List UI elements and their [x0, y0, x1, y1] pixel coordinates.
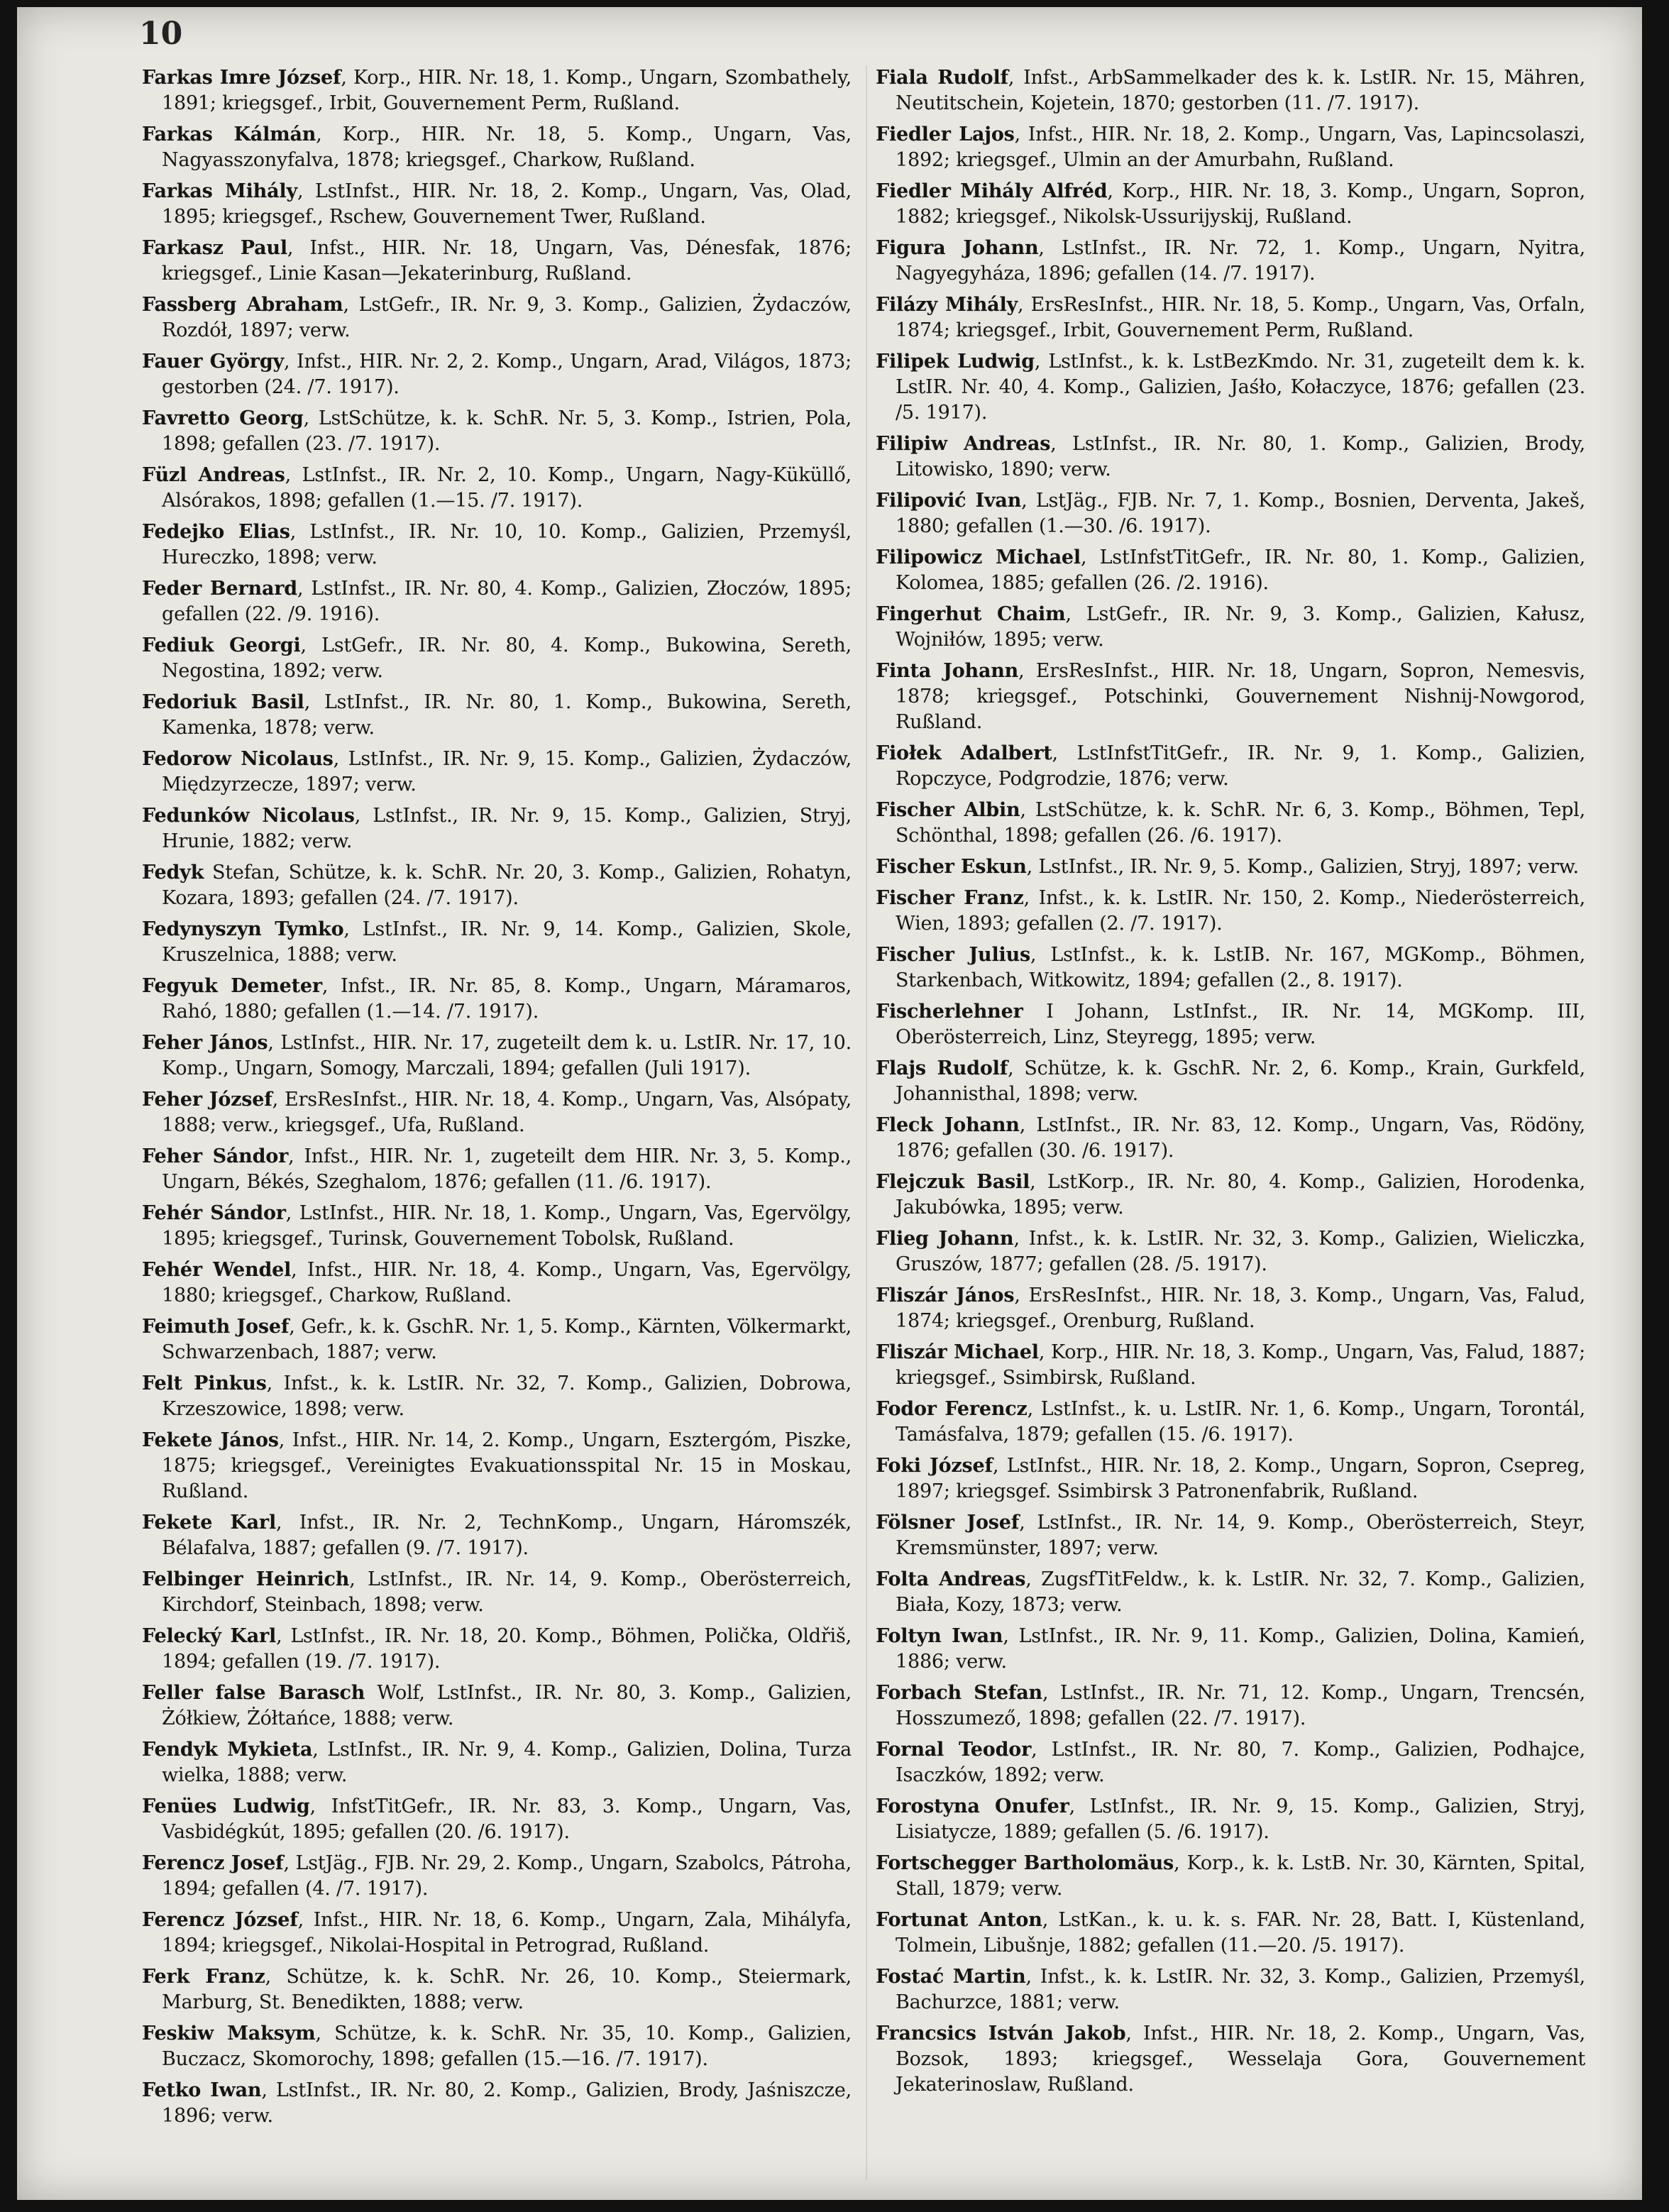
entry-details: , Infst., k. k. LstIR. Nr. 32, 3. Komp., Galizien, Wieliczka, Gruszów, 1877; gefallen (28. /5. 1917).	[896, 1228, 1585, 1275]
entry-name: Fleck Johann	[876, 1114, 1020, 1136]
register-entry	[142, 917, 852, 968]
entry-name: Fischer Franz	[876, 887, 1024, 909]
entry-details: , LstJäg., FJB. Nr. 7, 1. Komp., Bosnien, Derventa, Jakeš, 1880; gefallen (1.—30. /6. 1917).	[896, 490, 1585, 537]
register-entry	[876, 1453, 1585, 1504]
entry-details: , ZugsfTitFeldw., k. k. LstIR. Nr. 32, 7. Komp., Galizien, Biała, Kozy, 1873; verw.	[896, 1568, 1586, 1616]
register-entry	[142, 1258, 852, 1309]
entry-details: , Infst., HIR. Nr. 18, Ungarn, Vas, Dénesfak, 1876; kriegsgef., Linie Kasan—Jekaterinburg, Rußland.	[162, 237, 852, 285]
entry-details: Stefan, Schütze, k. k. SchR. Nr. 20, 3. Komp., Galizien, Rohatyn, Kozara, 1893; gefallen (24. /7. 1917).	[162, 862, 852, 909]
register-entry	[142, 1851, 852, 1902]
entry-name: Flieg Johann	[876, 1228, 1014, 1250]
entry-name: Ferk Franz	[142, 1966, 265, 1988]
register-entry	[142, 406, 852, 457]
register-entry	[142, 974, 852, 1025]
entry-name: Fostać Martin	[876, 1966, 1026, 1988]
register-entry	[876, 236, 1585, 287]
entry-details: , Infst., HIR. Nr. 1, zugeteilt dem HIR. Nr. 3, 5. Komp., Ungarn, Békés, Szeghalom, 1876; gefallen (11. /6. 1917).	[162, 1145, 852, 1193]
register-entry	[142, 1624, 852, 1675]
register-entry	[142, 1201, 852, 1252]
entry-details: , Infst., HIR. Nr. 18, 6. Komp., Ungarn, Zala, Mihályfa, 1894; kriegsgef., Nikolai-Hospital in Petrograd, Rußland.	[162, 1909, 852, 1957]
register-entry	[876, 179, 1585, 230]
register-entry	[876, 1340, 1585, 1391]
register-entry	[876, 1283, 1585, 1334]
entry-name: Fiołek Adalbert	[876, 742, 1052, 764]
entry-name: Fekete János	[142, 1429, 279, 1451]
entry-name: Fornal Teodor	[876, 1739, 1032, 1761]
entry-details: , Infst., IR. Nr. 85, 8. Komp., Ungarn, Máramaros, Rahó, 1880; gefallen (1.—14. /7. 1917).	[162, 975, 852, 1023]
entry-details: , Infst., HIR. Nr. 18, 2. Komp., Ungarn, Vas, Lapincsolaszi, 1892; kriegsgef., Ulmin an der Amurbahn, Rußland.	[896, 123, 1586, 171]
entry-details: , LstInfst., IR. Nr. 9, 4. Komp., Galizien, Dolina, Turza wielka, 1888; verw.	[162, 1739, 852, 1786]
entry-name: Foltyn Iwan	[876, 1625, 1003, 1647]
entry-details: , Infst., IR. Nr. 2, TechnKomp., Ungarn, Háromszék, Bélafalva, 1887; gefallen (9. /7. 1917).	[162, 1512, 852, 1559]
entry-details: , LstInfst., IR. Nr. 9, 15. Komp., Galizien, Żydaczów, Międzyrzecze, 1897; verw.	[162, 748, 852, 796]
register-entry	[876, 798, 1585, 849]
entry-name: Fauer György	[142, 351, 284, 373]
entry-details: , Infst., HIR. Nr. 2, 2. Komp., Ungarn, Arad, Világos, 1873; gestorben (24. /7. 1917).	[162, 351, 852, 398]
entry-name: Folta Andreas	[876, 1568, 1026, 1590]
entry-details: , LstInfst., IR. Nr. 80, 4. Komp., Galizien, Złoczów, 1895; gefallen (22. /9. 1916).	[162, 578, 852, 625]
register-entry	[142, 1908, 852, 1959]
register-entry	[142, 1510, 852, 1561]
entry-name: Fischer Albin	[876, 799, 1020, 821]
entry-details: , LstInfst., k. k. LstBezKmdo. Nr. 31, zugeteilt dem k. k. LstIR. Nr. 40, 4. Komp., Galizien, Jaśło, Kołaczyce, 1876; gefallen (23. /5. 1917).	[896, 351, 1585, 424]
register-entry	[142, 1087, 852, 1138]
entry-name: Fedorow Nicolaus	[142, 748, 334, 770]
entry-name: Fegyuk Demeter	[142, 975, 322, 997]
entry-name: Feskiw Maksym	[142, 2023, 316, 2045]
entry-details: , Korp., HIR. Nr. 18, 1. Komp., Ungarn, Szombathely, 1891; kriegsgef., Irbit, Gouvernement Perm, Rußland.	[162, 67, 852, 114]
register-entry	[142, 576, 852, 627]
entry-details: , ErsResInfst., HIR. Nr. 18, 5. Komp., Ungarn, Vas, Orfaln, 1874; kriegsgef., Irbit, Gouvernement Perm, Rußland.	[896, 294, 1585, 341]
entry-details: , LstInfst., HIR. Nr. 17, zugeteilt dem k. u. LstIR. Nr. 17, 10. Komp., Ungarn, Somogy, Marczali, 1894; gefallen (Juli 1917).	[162, 1032, 852, 1079]
entry-name: Fiedler Mihály Alfréd	[876, 180, 1108, 202]
entry-details: , LstInfst., k. k. LstIB. Nr. 167, MGKomp., Böhmen, Starkenbach, Witkowitz, 1894; gefallen (2., 8. 1917).	[896, 944, 1585, 991]
entry-name: Feimuth Josef	[142, 1316, 290, 1338]
register-entry	[876, 854, 1585, 880]
entry-details: , LstGefr., IR. Nr. 9, 3. Komp., Galizien, Żydaczów, Rozdół, 1897; verw.	[162, 294, 852, 341]
register-entry	[876, 1510, 1585, 1561]
register-entry	[142, 519, 852, 571]
register-entry	[142, 1794, 852, 1845]
entry-name: Fenües Ludwig	[142, 1795, 310, 1817]
register-entry	[876, 659, 1585, 735]
entry-details: Wolf, LstInfst., IR. Nr. 80, 3. Komp., Galizien, Żółkiew, Żółtańce, 1888; verw.	[162, 1682, 852, 1729]
entry-details: , LstInfst., HIR. Nr. 18, 2. Komp., Ungarn, Sopron, Csepreg, 1897; kriegsgef. Ssimbirsk 3 Patronenfabrik, Rußland.	[896, 1455, 1585, 1502]
entry-name: Fliszár János	[876, 1284, 1015, 1306]
entry-details: , LstInfst., IR. Nr. 9, 15. Komp., Galizien, Stryj, Lisiatycze, 1889; gefallen (5. /6. 1917).	[896, 1795, 1586, 1843]
register-entry	[876, 65, 1585, 116]
entry-details: , Korp., k. k. LstB. Nr. 30, Kärnten, Spital, Stall, 1879; verw.	[896, 1852, 1585, 1900]
register-entry	[876, 1624, 1585, 1675]
entry-name: Filipowicz Michael	[876, 546, 1081, 568]
register-entry	[142, 1567, 852, 1618]
register-entry	[876, 602, 1585, 653]
register-entry	[142, 1144, 852, 1195]
register-entry	[876, 122, 1585, 173]
entry-details: , LstInfst., HIR. Nr. 18, 2. Komp., Ungarn, Vas, Olad, 1895; kriegsgef., Rschew, Gouvernement Twer, Rußland.	[162, 180, 852, 228]
entry-name: Fedunków Nicolaus	[142, 805, 355, 827]
entry-details: , Infst., k. k. LstIR. Nr. 150, 2. Komp., Niederösterreich, Wien, 1893; gefallen (2. /7. 1917).	[896, 887, 1585, 935]
entry-details: , LstInfst., IR. Nr. 71, 12. Komp., Ungarn, Trencsén, Hosszumező, 1898; gefallen (22. /7. 1917).	[896, 1682, 1585, 1729]
entry-name: Fedyk	[142, 862, 204, 884]
register-entry	[142, 1964, 852, 2015]
entry-details: , LstKan., k. u. k. s. FAR. Nr. 28, Batt. I, Küstenland, Tolmein, Libušnje, 1882; gefallen (11.—20. /5. 1917).	[896, 1909, 1585, 1957]
entry-name: Fehér Wendel	[142, 1259, 292, 1281]
entry-name: Fassberg Abraham	[142, 294, 343, 316]
entry-name: Fischerlehner	[876, 1001, 1023, 1023]
entry-details: , LstGefr., IR. Nr. 80, 4. Komp., Bukowina, Sereth, Negostina, 1892; verw.	[162, 634, 852, 682]
entry-name: Ferencz József	[142, 1909, 298, 1931]
entry-name: Filipović Ivan	[876, 490, 1022, 512]
register-entry	[876, 886, 1585, 937]
entry-details: , LstInfst., k. u. LstIR. Nr. 1, 6. Komp., Ungarn, Torontál, Tamásfalva, 1879; gefallen (15. /6. 1917).	[896, 1398, 1585, 1446]
entry-name: Farkas Imre József	[142, 67, 341, 89]
entry-name: Fischer Julius	[876, 944, 1031, 966]
entry-details: , LstInfst., IR. Nr. 80, 7. Komp., Galizien, Podhajce, Isaczków, 1892; verw.	[896, 1739, 1586, 1786]
register-entry	[876, 1397, 1585, 1448]
left-column	[142, 65, 852, 2135]
entry-name: Fölsner Josef	[876, 1512, 1020, 1534]
entry-name: Feher János	[142, 1032, 268, 1054]
entry-details: , LstInfst., IR. Nr. 80, 2. Komp., Galizien, Brody, Jaśniszcze, 1896; verw.	[162, 2079, 852, 2127]
entry-name: Felecký Karl	[142, 1625, 277, 1647]
entry-details: , LstInfst., IR. Nr. 14, 9. Komp., Oberösterreich, Kirchdorf, Steinbach, 1898; verw.	[162, 1568, 852, 1616]
entry-name: Finta Johann	[876, 660, 1019, 682]
register-entry	[142, 1314, 852, 1365]
entry-details: , LstInfst., IR. Nr. 10, 10. Komp., Galizien, Przemyśl, Hureczko, 1898; verw.	[162, 521, 852, 568]
entry-details: , LstInfst., IR. Nr. 9, 11. Komp., Galizien, Dolina, Kamień, 1886; verw.	[896, 1625, 1585, 1673]
entry-name: Figura Johann	[876, 237, 1039, 259]
register-entry	[142, 633, 852, 684]
register-entry	[876, 488, 1585, 539]
register-entry	[142, 236, 852, 287]
entry-name: Fediuk Georgi	[142, 634, 301, 656]
entry-details: , LstInfstTitGefr., IR. Nr. 9, 1. Komp., Galizien, Ropczyce, Podgrodzie, 1876; verw.	[896, 742, 1585, 790]
right-column	[876, 65, 1585, 2103]
register-entry	[876, 1737, 1585, 1788]
entry-details: , LstJäg., FJB. Nr. 29, 2. Komp., Ungarn, Szabolcs, Pátroha, 1894; gefallen (4. /7. 1917).	[162, 1852, 852, 1900]
entry-details: , LstInfstTitGefr., IR. Nr. 80, 1. Komp., Galizien, Kolomea, 1885; gefallen (26. /2. 1916).	[896, 546, 1586, 594]
register-entry	[876, 1964, 1585, 2015]
entry-details: , LstInfst., IR. Nr. 9, 14. Komp., Galizien, Skole, Kruszelnica, 1888; verw.	[162, 918, 852, 966]
register-entry	[876, 999, 1585, 1050]
entry-name: Flejczuk Basil	[876, 1171, 1030, 1193]
entry-name: Fekete Karl	[142, 1512, 277, 1534]
entry-details: , LstInfst., IR. Nr. 83, 12. Komp., Ungarn, Vas, Rödöny, 1876; gefallen (30. /6. 1917).	[896, 1114, 1585, 1162]
entry-details: , Infst., HIR. Nr. 14, 2. Komp., Ungarn, Esztergóm, Piszke, 1875; kriegsgef., Vereinigtes Evakuationsspital Nr. 15 in Moskau, Rußland.	[162, 1429, 852, 1502]
entry-name: Feher Sándor	[142, 1145, 289, 1167]
entry-details: , LstInfst., IR. Nr. 18, 20. Komp., Böhmen, Polička, Oldřiš, 1894; gefallen (19. /7. 1917).	[162, 1625, 852, 1673]
column-divider	[866, 65, 867, 2180]
register-entry	[876, 1113, 1585, 1164]
entry-name: Fedoriuk Basil	[142, 691, 304, 713]
entry-details: , Schütze, k. k. SchR. Nr. 26, 10. Komp., Steiermark, Marburg, St. Benedikten, 1888; verw.	[162, 1966, 852, 2013]
register-entry	[876, 1170, 1585, 1221]
entry-details: , LstInfst., IR. Nr. 9, 5. Komp., Galizien, Stryj, 1897; verw.	[1026, 856, 1579, 878]
entry-name: Fortschegger Bartholomäus	[876, 1852, 1174, 1874]
entry-details: , Gefr., k. k. GschR. Nr. 1, 5. Komp., Kärnten, Völkermarkt, Schwarzenbach, 1887; verw.	[162, 1316, 852, 1363]
entry-name: Feller false Barasch	[142, 1682, 365, 1704]
entry-name: Fedejko Elias	[142, 521, 290, 543]
entry-details: , LstInfst., IR. Nr. 80, 1. Komp., Bukowina, Sereth, Kamenka, 1878; verw.	[162, 691, 852, 739]
register-entry	[876, 1056, 1585, 1107]
entry-details: , Infst., k. k. LstIR. Nr. 32, 3. Komp., Galizien, Przemyśl, Bachurzce, 1881; verw.	[896, 1966, 1586, 2013]
register-entry	[876, 1908, 1585, 1959]
entry-name: Farkas Kálmán	[142, 123, 316, 145]
entry-name: Foki József	[876, 1455, 993, 1477]
entry-name: Felbinger Heinrich	[142, 1568, 350, 1590]
entry-name: Ferencz Josef	[142, 1852, 284, 1874]
entry-details: , Infst., HIR. Nr. 18, 4. Komp., Ungarn, Vas, Egervölgy, 1880; kriegsgef., Charkow, Rußland.	[162, 1259, 852, 1306]
entry-name: Füzl Andreas	[142, 464, 285, 486]
entry-name: Fiedler Lajos	[876, 123, 1015, 145]
register-entry	[142, 747, 852, 798]
entry-name: Fischer Eskun	[876, 856, 1027, 878]
entry-name: Fedynyszyn Tymko	[142, 918, 344, 940]
register-entry	[876, 349, 1585, 426]
entry-details: , Korp., HIR. Nr. 18, 5. Komp., Ungarn, Vas, Nagyasszonyfalva, 1878; kriegsgef., Charkow, Rußland.	[162, 123, 852, 171]
entry-details: , Infst., HIR. Nr. 18, 2. Komp., Ungarn, Vas, Bozsok, 1893; kriegsgef., Wesselaja Gora, Gouvernement Jekaterinoslaw, Rußland.	[896, 2023, 1585, 2096]
register-entry	[142, 1371, 852, 1422]
register-entry	[876, 2021, 1585, 2098]
register-entry	[876, 1567, 1585, 1618]
register-entry	[142, 65, 852, 116]
register-entry	[876, 1851, 1585, 1902]
register-entry	[876, 431, 1585, 483]
entry-name: Fendyk Mykieta	[142, 1739, 313, 1761]
entry-name: Felt Pinkus	[142, 1372, 267, 1394]
entry-name: Fetko Iwan	[142, 2079, 262, 2101]
register-entry	[142, 1737, 852, 1788]
register-entry	[876, 942, 1585, 994]
entry-details: , Korp., HIR. Nr. 18, 3. Komp., Ungarn, Vas, Falud, 1887; kriegsgef., Ssimbirsk, Rußland.	[896, 1341, 1585, 1389]
register-entry	[876, 292, 1585, 343]
document-page	[17, 7, 1642, 2200]
register-entry	[142, 2078, 852, 2129]
entry-details: , LstInfst., IR. Nr. 72, 1. Komp., Ungarn, Nyitra, Nagyegyháza, 1896; gefallen (14. /7. 1917).	[896, 237, 1585, 285]
entry-details: , Infst., k. k. LstIR. Nr. 32, 7. Komp., Galizien, Dobrowa, Krzeszowice, 1898; verw.	[162, 1372, 852, 1420]
register-entry	[142, 860, 852, 911]
entry-name: Feher József	[142, 1089, 272, 1111]
entry-name: Fliszár Michael	[876, 1341, 1039, 1363]
entry-details: , LstInfst., IR. Nr. 80, 1. Komp., Galizien, Brody, Litowisko, 1890; verw.	[896, 433, 1586, 480]
entry-name: Francsics István Jakob	[876, 2023, 1126, 2045]
entry-name: Fingerhut Chaim	[876, 603, 1066, 625]
entry-details: , LstInfst., HIR. Nr. 18, 1. Komp., Ungarn, Vas, Egervölgy, 1895; kriegsgef., Turinsk, Gouvernement Tobolsk, Rußland.	[162, 1202, 852, 1250]
entry-details: , ErsResInfst., HIR. Nr. 18, Ungarn, Sopron, Nemesvis, 1878; kriegsgef., Potschinki, Gouvernement Nishnij-Nowgorod, Rußland.	[896, 660, 1585, 733]
entry-details: , LstKorp., IR. Nr. 80, 4. Komp., Galizien, Horodenka, Jakubówka, 1895; verw.	[896, 1171, 1585, 1218]
entry-name: Filipek Ludwig	[876, 351, 1035, 373]
register-entry	[142, 179, 852, 230]
register-entry	[142, 690, 852, 741]
entry-details: , LstInfst., IR. Nr. 2, 10. Komp., Ungarn, Nagy-Küküllő, Alsórakos, 1898; gefallen (1.—15. /7. 1917).	[162, 464, 852, 512]
register-entry	[142, 1428, 852, 1504]
register-entry	[876, 1794, 1585, 1845]
register-entry	[142, 122, 852, 173]
entry-name: Fortunat Anton	[876, 1909, 1042, 1931]
entry-name: Filipiw Andreas	[876, 433, 1051, 455]
entry-details: , LstSchütze, k. k. SchR. Nr. 5, 3. Komp., Istrien, Pola, 1898; gefallen (23. /7. 1917).	[162, 407, 852, 455]
entry-details: , LstGefr., IR. Nr. 9, 3. Komp., Galizien, Kałusz, Wojniłów, 1895; verw.	[896, 603, 1585, 651]
entry-name: Forbach Stefan	[876, 1682, 1042, 1704]
entry-details: , LstInfst., IR. Nr. 14, 9. Komp., Oberösterreich, Steyr, Kremsmünster, 1897; verw.	[896, 1512, 1585, 1559]
entry-details: I Johann, LstInfst., IR. Nr. 14, MGKomp. III, Oberösterreich, Linz, Steyregg, 1895; verw.	[896, 1001, 1585, 1048]
entry-name: Feder Bernard	[142, 578, 297, 600]
entry-details: , Schütze, k. k. SchR. Nr. 35, 10. Komp., Galizien, Buczacz, Skomorochy, 1898; gefallen (15.—16. /7. 1917).	[162, 2023, 852, 2070]
entry-details: , ErsResInfst., HIR. Nr. 18, 4. Komp., Ungarn, Vas, Alsópaty, 1888; verw., kriegsgef., Ufa, Rußland.	[162, 1089, 852, 1136]
entry-details: , Korp., HIR. Nr. 18, 3. Komp., Ungarn, Sopron, 1882; kriegsgef., Nikolsk-Ussurijyskij, Rußland.	[896, 180, 1586, 228]
entry-details: , ErsResInfst., HIR. Nr. 18, 3. Komp., Ungarn, Vas, Falud, 1874; kriegsgef., Orenburg, Rußland.	[896, 1284, 1585, 1332]
register-entry	[142, 349, 852, 400]
register-entry	[142, 1680, 852, 1732]
register-entry	[142, 1030, 852, 1082]
entry-details: , Schütze, k. k. GschR. Nr. 2, 6. Komp., Krain, Gurkfeld, Johannisthal, 1898; verw.	[896, 1057, 1585, 1105]
entry-name: Filázy Mihály	[876, 294, 1018, 316]
register-entry	[876, 545, 1585, 596]
entry-name: Fiala Rudolf	[876, 67, 1008, 89]
entry-name: Flajs Rudolf	[876, 1057, 1008, 1079]
page-number: 10	[139, 16, 183, 52]
entry-name: Farkas Mihály	[142, 180, 297, 202]
register-entry	[142, 803, 852, 854]
entry-name: Favretto Georg	[142, 407, 304, 429]
register-entry	[876, 1680, 1585, 1732]
entry-name: Farkasz Paul	[142, 237, 287, 259]
entry-name: Fehér Sándor	[142, 1202, 286, 1224]
register-entry	[142, 463, 852, 514]
register-entry	[876, 741, 1585, 792]
entry-name: Forostyna Onufer	[876, 1795, 1069, 1817]
entry-details: , LstSchütze, k. k. SchR. Nr. 6, 3. Komp., Böhmen, Tepl, Schönthal, 1898; gefallen (26. /6. 1917).	[896, 799, 1585, 847]
register-entry	[142, 292, 852, 343]
register-entry	[142, 2021, 852, 2072]
register-entry	[876, 1226, 1585, 1277]
entry-details: , InfstTitGefr., IR. Nr. 83, 3. Komp., Ungarn, Vas, Vasbidégkút, 1895; gefallen (20. /6. 1917).	[162, 1795, 852, 1843]
entry-details: , LstInfst., IR. Nr. 9, 15. Komp., Galizien, Stryj, Hrunie, 1882; verw.	[162, 805, 852, 852]
entry-name: Fodor Ferencz	[876, 1398, 1028, 1420]
entry-details: , Infst., ArbSammelkader des k. k. LstIR. Nr. 15, Mähren, Neutitschein, Kojetein, 1870; gestorben (11. /7. 1917).	[896, 67, 1586, 114]
